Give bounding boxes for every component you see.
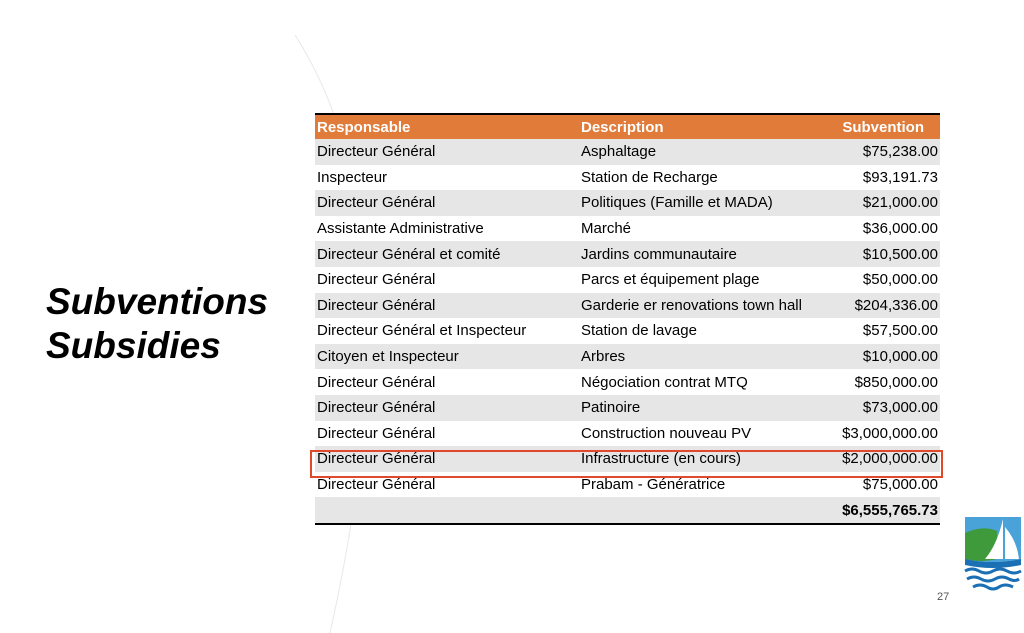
cell-description: Station de lavage [581, 322, 697, 340]
cell-responsable: Directeur Général et comité [317, 245, 501, 263]
table-row [315, 446, 940, 472]
cell-description: Marché [581, 220, 632, 238]
subsidies-table [315, 113, 940, 525]
cell-subvention: $10,500.00 [862, 245, 938, 263]
slide-title [46, 280, 268, 368]
cell-subvention: $50,000.00 [862, 271, 938, 289]
cell-subvention: $75,238.00 [862, 143, 938, 161]
header-responsable: Responsable [315, 114, 579, 139]
cell-responsable: Directeur Général [317, 373, 436, 391]
table-row [315, 472, 940, 498]
cell-subvention: $204,336.00 [854, 296, 938, 314]
cell-responsable: Directeur Général [317, 143, 436, 161]
cell-subvention: $36,000.00 [862, 220, 938, 238]
cell-responsable: Directeur Général [317, 194, 436, 212]
title-line-french: Subventions [46, 281, 269, 322]
cell-subvention: $850,000.00 [854, 373, 938, 391]
cell-description: Négociation contrat MTQ [581, 373, 748, 391]
table-row [315, 318, 940, 344]
cell-subvention: $93,191.73 [862, 168, 938, 186]
cell-responsable: Inspecteur [317, 168, 388, 186]
table-row [315, 395, 940, 421]
cell-description: Politiques (Famille et MADA) [581, 194, 773, 212]
cell-subvention: $3,000,000.00 [842, 424, 938, 442]
cell-responsable: Citoyen et Inspecteur [317, 348, 459, 366]
cell-description: Arbres [581, 348, 626, 366]
table-header-row [315, 114, 940, 139]
table-row [315, 369, 940, 395]
cell-subvention: $21,000.00 [862, 194, 938, 212]
municipality-sailboat-logo-icon [963, 515, 1023, 597]
cell-subvention: $73,000.00 [862, 399, 938, 417]
header-description: Description [579, 114, 819, 139]
title-line-english: Subsidies [46, 325, 221, 366]
table-row [315, 165, 940, 191]
table-row [315, 241, 940, 267]
cell-description: Parcs et équipement plage [581, 271, 760, 289]
cell-responsable: Directeur Général [317, 399, 436, 417]
header-subvention: Subvention [819, 114, 940, 139]
cell-description: Infrastructure (en cours) [581, 450, 742, 468]
cell-subvention: $75,000.00 [862, 476, 938, 494]
cell-responsable: Directeur Général [317, 296, 436, 314]
cell-description: Construction nouveau PV [581, 424, 752, 442]
table-row [315, 267, 940, 293]
table-row [315, 216, 940, 242]
cell-description: Asphaltage [581, 143, 657, 161]
table-row [315, 344, 940, 370]
cell-description: Station de Recharge [581, 168, 718, 186]
cell-description: Jardins communautaire [581, 245, 737, 263]
table-row [315, 293, 940, 319]
cell-subvention: $10,000.00 [862, 348, 938, 366]
cell-subvention: $57,500.00 [862, 322, 938, 340]
cell-responsable: Directeur Général et Inspecteur [317, 322, 527, 340]
cell-responsable: Directeur Général [317, 271, 436, 289]
cell-subvention: $2,000,000.00 [842, 450, 938, 468]
table-row [315, 139, 940, 165]
cell-description: Garderie er renovations town hall [581, 296, 802, 314]
total-row [315, 497, 940, 524]
total-amount: $6,555,765.73 [819, 497, 940, 524]
cell-responsable: Directeur Général [317, 476, 436, 494]
table-row [315, 190, 940, 216]
cell-responsable: Directeur Général [317, 450, 436, 468]
table-row [315, 421, 940, 447]
cell-description: Prabam - Génératrice [581, 476, 726, 494]
cell-responsable: Assistante Administrative [317, 220, 484, 238]
page-number: 27 [937, 591, 950, 603]
cell-description: Patinoire [581, 399, 641, 417]
cell-responsable: Directeur Général [317, 424, 436, 442]
